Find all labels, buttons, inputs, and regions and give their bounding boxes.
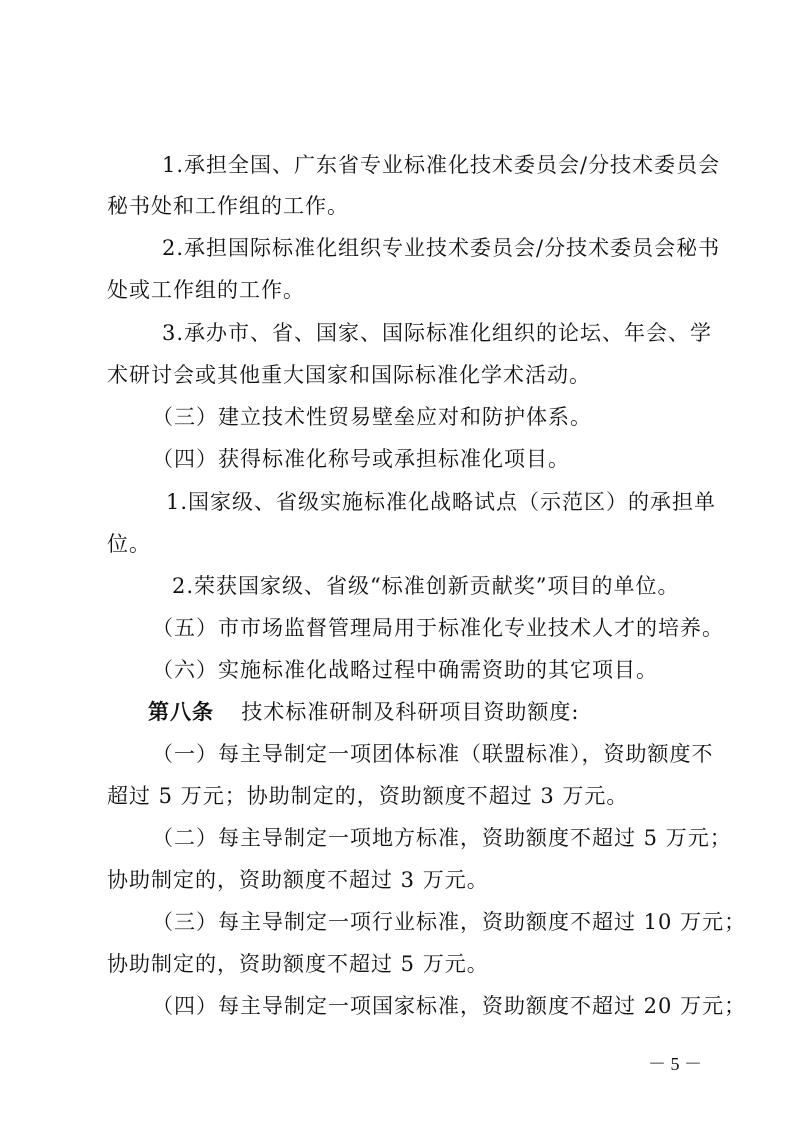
text-line: 协助制定的，资助额度不超过 5 万元。 [107, 952, 489, 976]
text-line: 2.承担国际标准化组织专业技术委员会/分技术委员会秘书 [162, 236, 721, 260]
page-number: － 5 － [648, 1054, 702, 1074]
text-line: 处或工作组的工作。 [107, 278, 305, 302]
text-line: 1.国家级、省级实施标准化战略试点（示范区）的承担单 [166, 490, 717, 514]
text-line: 协助制定的，资助额度不超过 3 万元。 [107, 868, 489, 892]
text-line: 1.承担全国、广东省专业标准化技术委员会/分技术委员会 [162, 153, 721, 177]
text-line: 超过 5 万元；协助制定的，资助额度不超过 3 万元。 [107, 784, 629, 808]
article-heading [148, 697, 579, 727]
text-line: （三）每主导制定一项行业标准，资助额度不超过 10 万元； [152, 910, 747, 934]
text-line: 术研讨会或其他重大国家和国际标准化学术活动。 [107, 363, 591, 387]
text-line: 3.承办市、省、国家、国际标准化组织的论坛、年会、学 [162, 321, 713, 345]
article-heading-text: 技术标准研制及科研项目资助额度: [241, 700, 580, 724]
text-line: （三）建立技术性贸易壁垒应对和防护体系。 [152, 405, 592, 429]
text-line: （四）每主导制定一项国家标准，资助额度不超过 20 万元； [152, 994, 747, 1018]
text-line: 2.荣获国家级、省级“标准创新贡献奖”项目的单位。 [172, 574, 680, 598]
text-line: （五）市市场监督管理局用于标准化专业技术人才的培养。 [152, 616, 724, 640]
text-line: （六）实施标准化战略过程中确需资助的其它项目。 [152, 658, 658, 682]
text-line: （四）获得标准化称号或承担标准化项目。 [152, 447, 570, 471]
article-label: 第八条 [148, 699, 214, 724]
text-line: 秘书处和工作组的工作。 [107, 194, 349, 218]
text-line: 位。 [107, 532, 151, 556]
text-line: （一）每主导制定一项团体标准（联盟标准），资助额度不 [152, 742, 714, 766]
text-line: （二）每主导制定一项地方标准，资助额度不超过 5 万元； [152, 826, 732, 850]
